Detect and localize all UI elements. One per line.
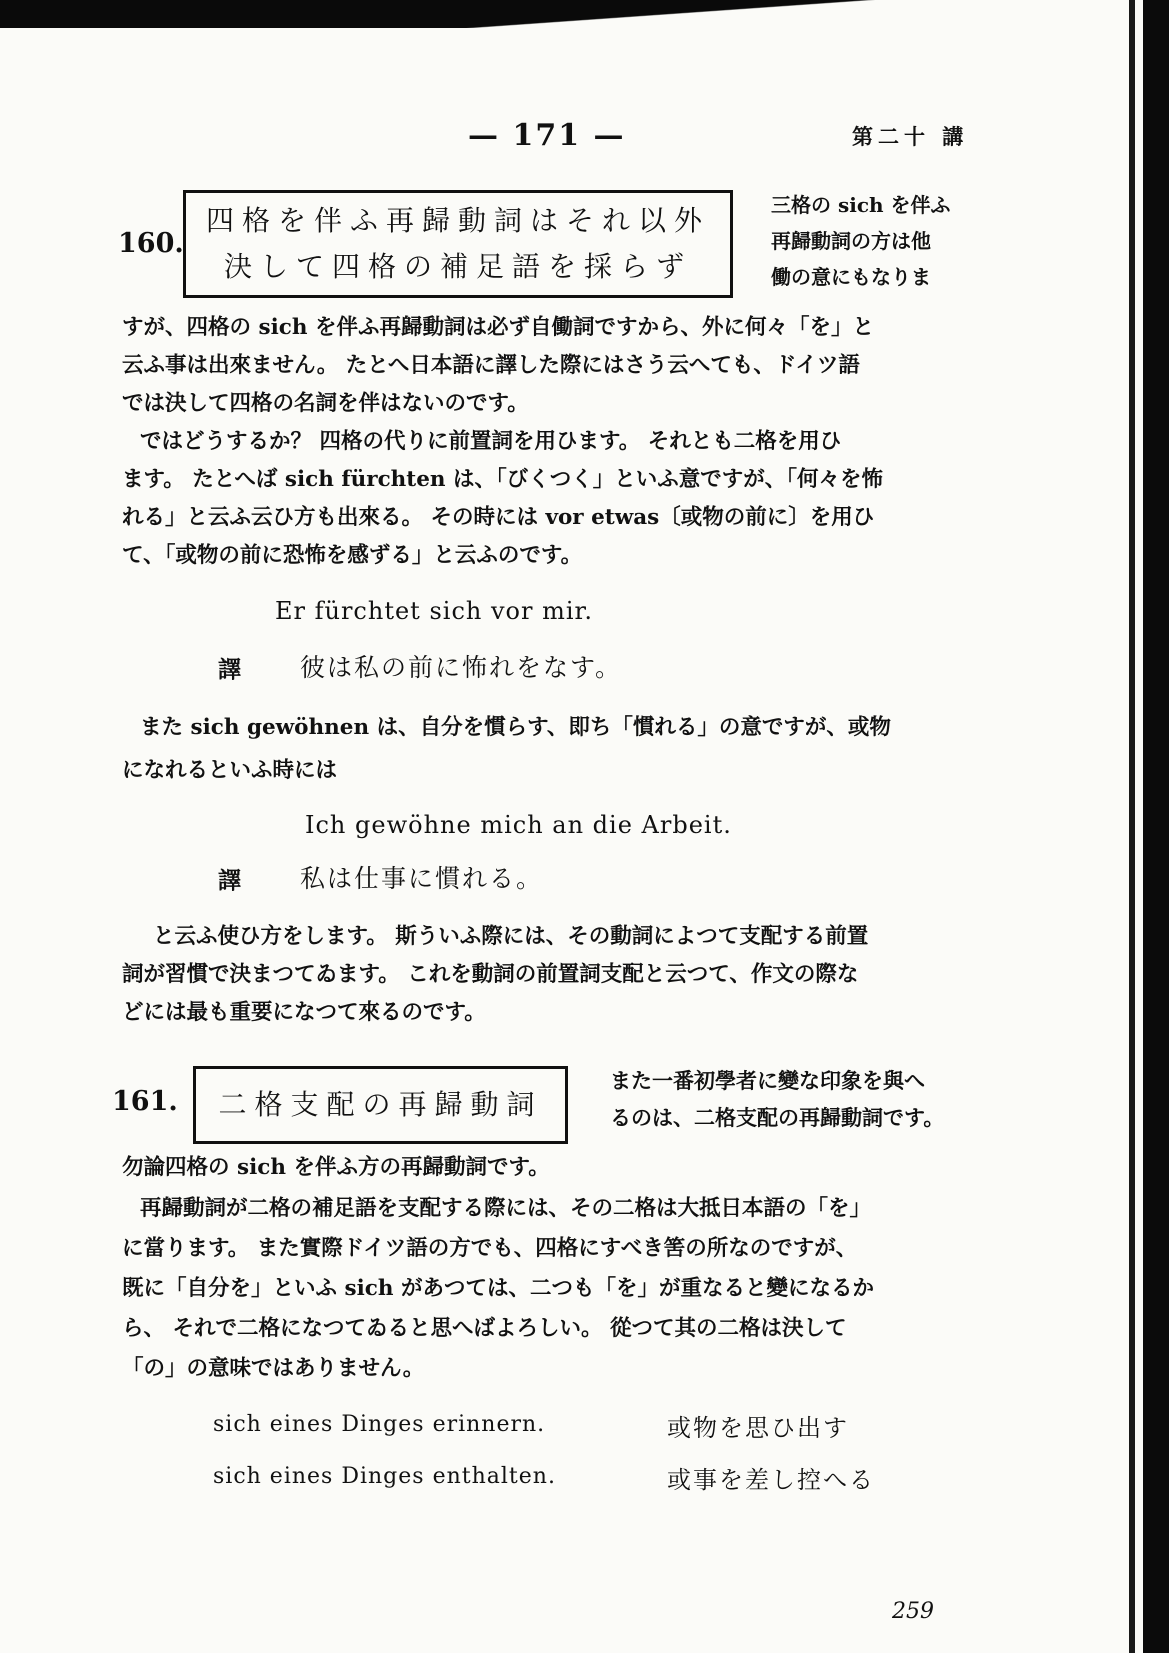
chapter-heading: 第二十 講 <box>852 124 969 149</box>
side-text-line: 働の意にもなりま <box>771 265 931 289</box>
translation-text: 彼は私の前に怖れをなす。 <box>300 653 623 682</box>
paragraph-line: では決して四格の名詞を伴はないのです。 <box>122 391 529 416</box>
paragraph-line: また sich gewöhnen は、自分を慣らす、即ち「慣れる」の意ですが、或物 <box>140 715 891 740</box>
paragraph-line: 再歸動詞が二格の補足語を支配する際には、その二格は大抵日本語の「を」 <box>140 1196 872 1221</box>
side-text-line: 三格の sich を伴ふ <box>771 193 951 217</box>
paragraph-line: すが、四格の sich を伴ふ再歸動詞は必ず自働詞ですから、外に何々「を」と <box>122 315 874 340</box>
section-title-box-161 <box>193 1066 568 1144</box>
verb-german: sich eines Dinges enthalten. <box>213 1464 556 1489</box>
paragraph-line: ら、 それで二格になつてゐると思へばよろしい。 從つて其の二格は決して <box>122 1316 847 1341</box>
example-sentence: Ich gewöhne mich an die Arbeit. <box>305 811 732 839</box>
section-number-160: 160. <box>118 228 184 259</box>
translation-label: 譯 <box>218 867 241 894</box>
translation-text: 私は仕事に慣れる。 <box>300 864 544 893</box>
verb-german: sich eines Dinges erinnern. <box>213 1412 546 1437</box>
paragraph-line: 既に「自分を」といふ sich があつては、二つも「を」が重なると變になるか <box>122 1276 874 1301</box>
page-number: — 171 — <box>468 118 626 153</box>
paragraph-line: と云ふ使ひ方をします。 斯ういふ際には、その動詞によつて支配する前置 <box>153 924 869 949</box>
paragraph-line: 云ふ事は出來ません。 たとへ日本語に譯した際にはさう云へても、ドイツ語 <box>122 353 860 378</box>
paragraph-line: になれるといふ時には <box>122 758 338 783</box>
paragraph-line: ではどうするか？ 四格の代りに前置詞を用ひます。 それとも二格を用ひ <box>140 429 842 454</box>
folio-number: 259 <box>892 1599 934 1624</box>
section-title: 二格支配の再歸動詞 <box>218 1088 543 1121</box>
side-text-line: るのは、二格支配の再歸動詞です。 <box>610 1105 945 1130</box>
example-sentence: Er fürchtet sich vor mir. <box>275 597 593 625</box>
section-title-box-160 <box>183 190 733 298</box>
section-number-161: 161. <box>112 1086 178 1117</box>
paragraph-line: ます。 たとへば sich fürchten は、「びくつく」といふ意ですが、「何々を怖 <box>122 467 884 492</box>
paragraph-line: れる」と云ふ云ひ方も出來る。 その時には vor etwas〔或物の前に〕を用ひ <box>122 505 875 530</box>
scan-shadow-top <box>0 0 1169 28</box>
paragraph-line: 「の」の意味ではありません。 <box>122 1356 425 1381</box>
scan-shadow-right <box>1143 0 1169 1653</box>
verb-japanese: 或物を思ひ出す <box>667 1414 849 1442</box>
paragraph-line: 詞が習慣で決まつてゐます。 これを動詞の前置詞支配と云つて、作文の際な <box>122 962 859 987</box>
paragraph-line: どには最も重要になつて來るのです。 <box>122 1000 486 1025</box>
paragraph-line: に當ります。 また實際ドイツ語の方でも、四格にすべき筈の所なのですが、 <box>122 1236 858 1261</box>
side-text-line: また一番初學者に變な印象を與へ <box>610 1068 925 1093</box>
side-text-line: 再歸動詞の方は他 <box>771 229 931 253</box>
translation-label: 譯 <box>218 656 241 683</box>
paragraph-line: 勿論四格の sich を伴ふ方の再歸動詞です。 <box>122 1155 550 1180</box>
verb-japanese: 或事を差し控へる <box>667 1466 875 1494</box>
paragraph-line: て、「或物の前に恐怖を感ずる」と云ふのです。 <box>122 543 583 568</box>
section-title-line: 四格を伴ふ再歸動詞はそれ以外 <box>205 204 710 237</box>
section-title-line: 決して四格の補足語を採らず <box>223 250 692 283</box>
